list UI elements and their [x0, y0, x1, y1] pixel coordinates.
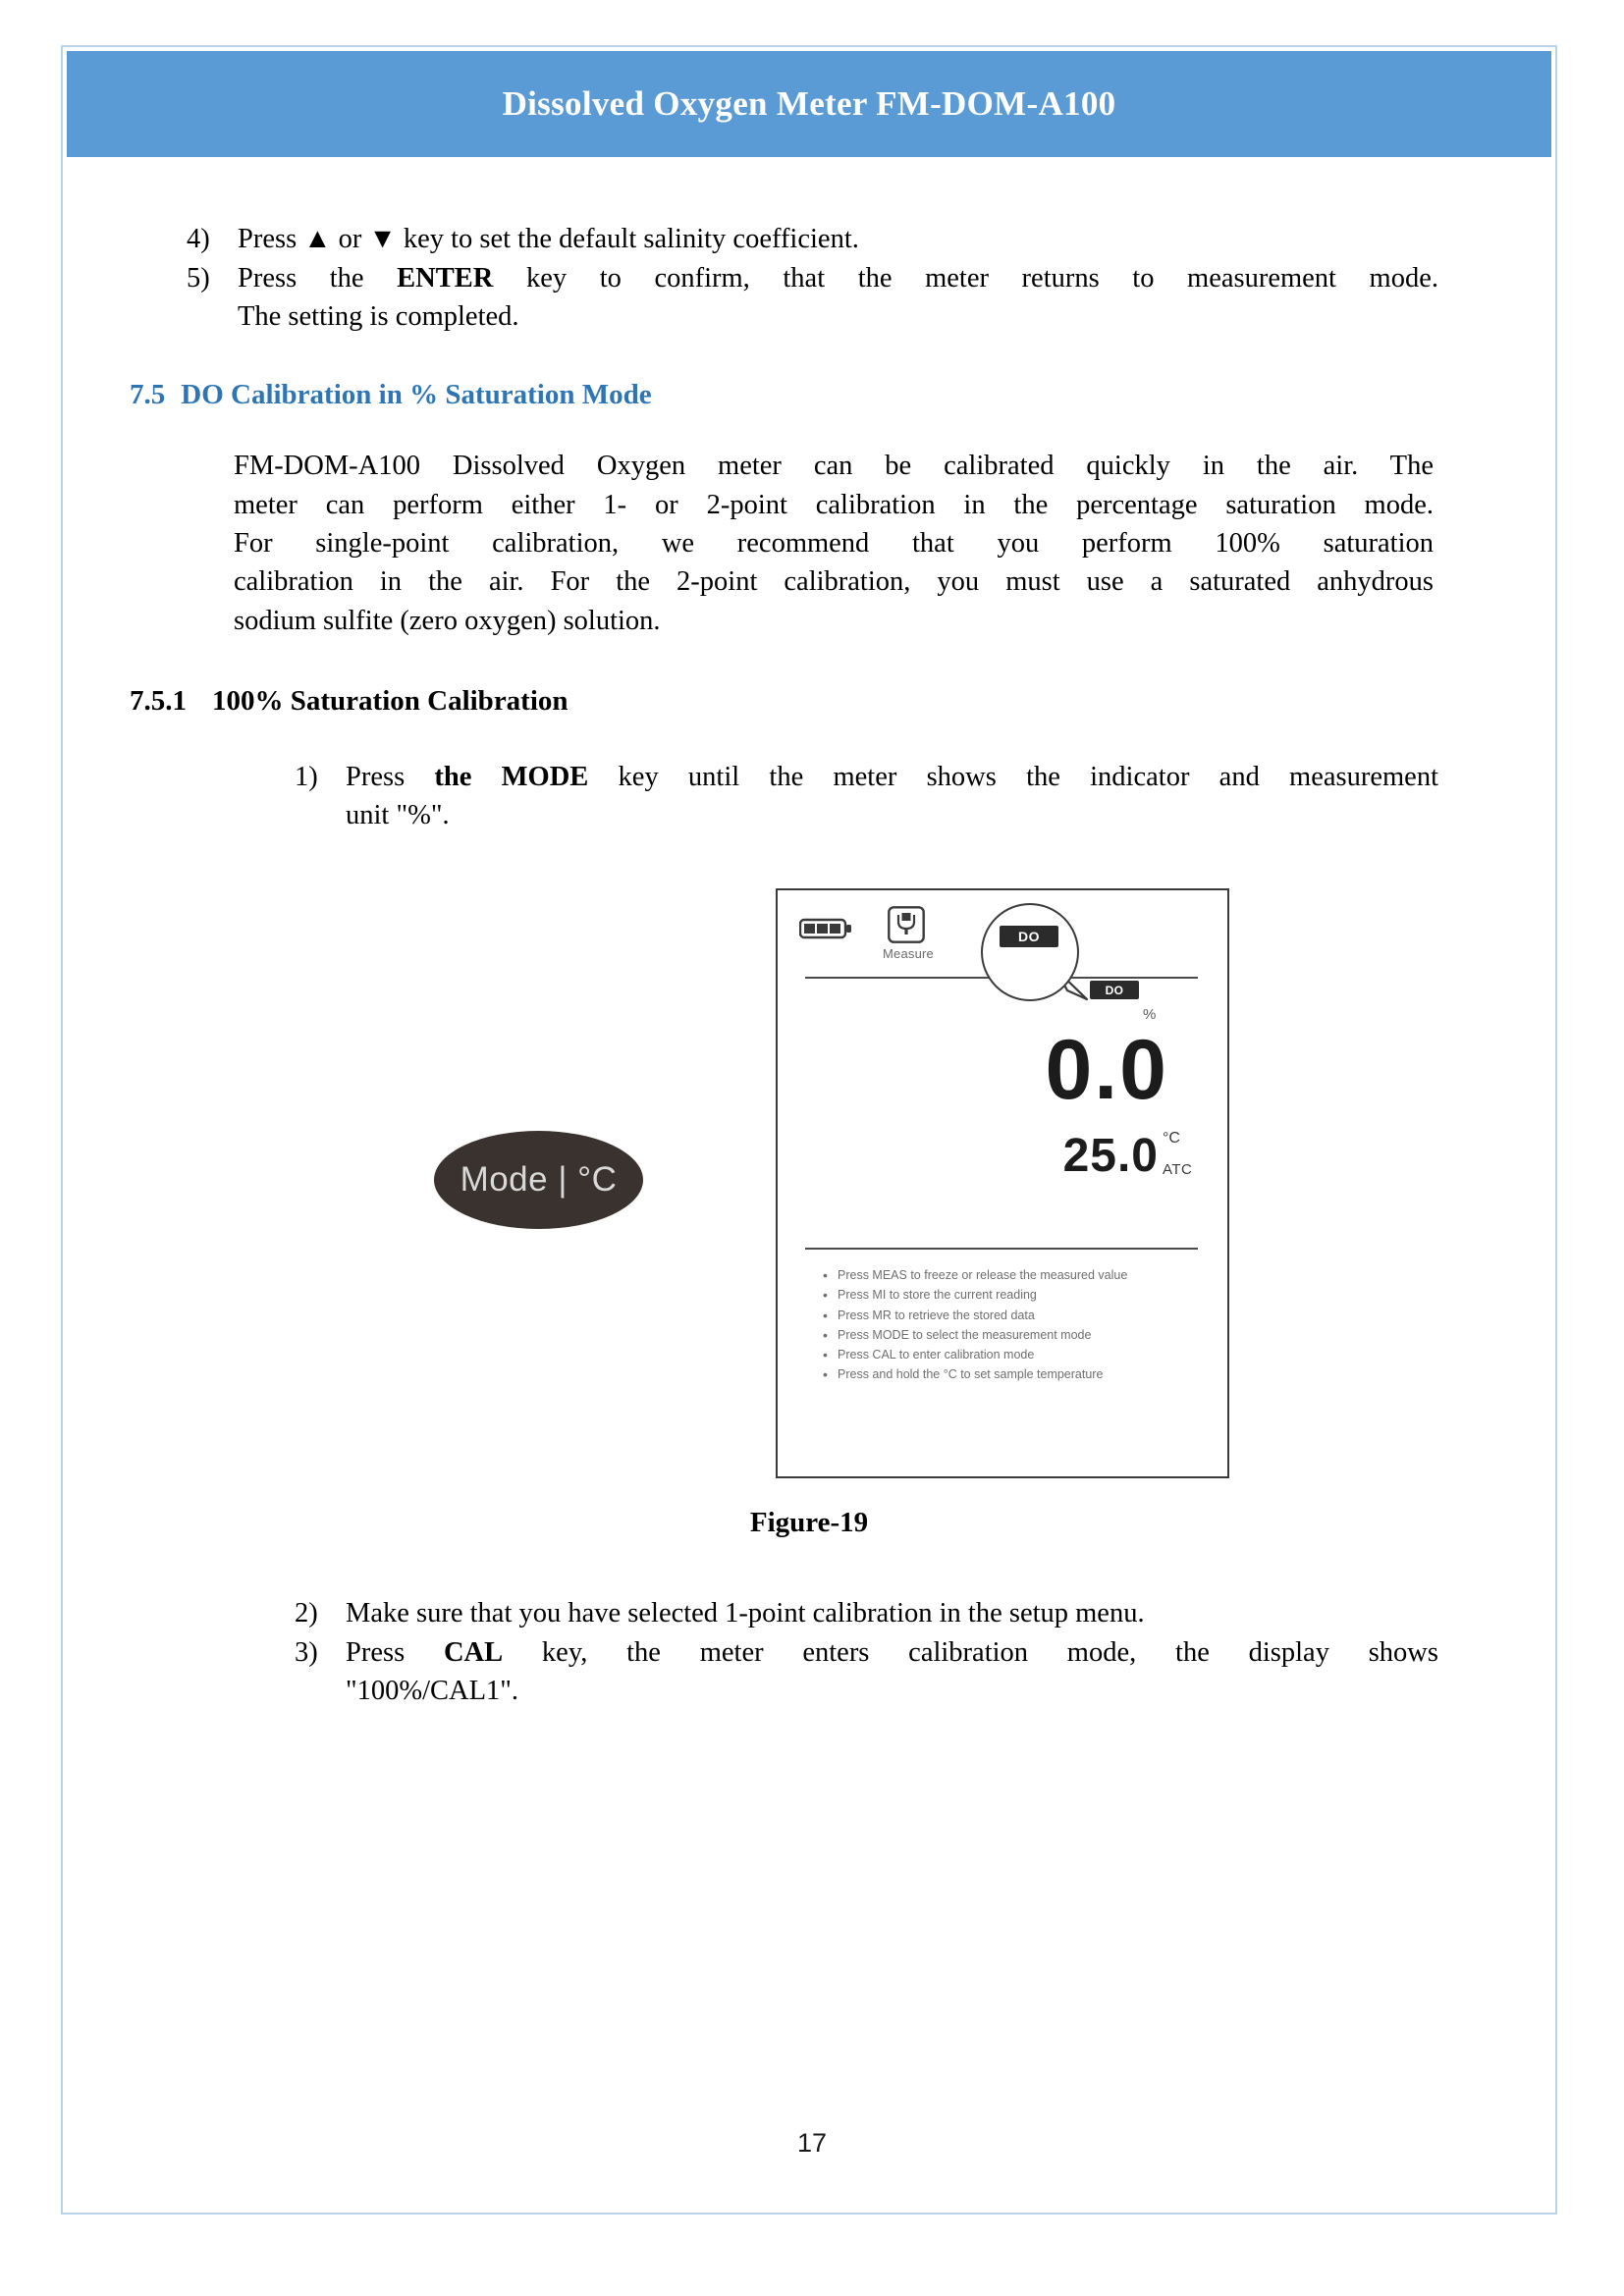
lcd-divider-bottom — [805, 1248, 1198, 1250]
heading-7-5 — [130, 379, 1438, 411]
list-item-text-part: Press — [346, 762, 435, 793]
page-number: 17 — [796, 2128, 828, 2158]
lcd-instruction-item: • Press MR to retrieve the stored data — [823, 1306, 1192, 1325]
probe-sensor-icon — [888, 906, 925, 943]
heading-number: 7.5 — [130, 379, 166, 411]
lcd-instruction-item: • Press MI to store the current reading — [823, 1285, 1192, 1305]
section-751-list — [295, 759, 1438, 834]
lcd-instruction-list — [823, 1265, 1192, 1385]
list-item-text — [346, 759, 1438, 834]
paragraph-line: FM-DOM-A100 Dissolved Oxygen meter can be calibrated quickly in the air. The — [234, 451, 1434, 482]
lcd-instruction-item: • Press and hold the °C to set sample temperature — [823, 1364, 1192, 1384]
list-marker: 1) — [295, 762, 318, 793]
lower-numbered-list — [295, 1595, 1438, 1710]
top-numbered-list — [187, 221, 1438, 336]
list-item-text — [238, 221, 1438, 258]
lcd-instruction-item: • Press MEAS to freeze or release the measured value — [823, 1265, 1192, 1285]
do-indicator-label: DO — [1105, 983, 1124, 997]
list-item-text-part: Press ▲ or ▼ key to set the default salinity coefficient. — [238, 224, 859, 254]
main-reading-value: 0.0 — [1045, 1023, 1168, 1117]
list-item-text-part: key, the meter enters calibration mode, the display shows — [503, 1637, 1438, 1669]
measure-label: Measure — [883, 946, 934, 961]
heading-text: DO Calibration in % Saturation Mode — [181, 379, 652, 411]
page-title: Dissolved Oxygen Meter FM-DOM-A100 — [502, 84, 1116, 123]
list-item-bold-part: the MODE — [434, 762, 589, 793]
mode-celsius-key-label: Mode | °C — [460, 1160, 618, 1199]
paragraph-line: sodium sulfite (zero oxygen) solution. — [234, 605, 661, 636]
paragraph-line: meter can perform either 1- or 2-point calibration in the percentage saturation mode. — [234, 489, 1434, 520]
list-item-line — [238, 260, 1438, 297]
list-marker: 2) — [295, 1598, 318, 1629]
list-item-text-part: Press the — [238, 263, 398, 294]
list-item-line — [346, 1634, 1438, 1672]
figure-19 — [61, 864, 1557, 1551]
list-item-text — [346, 1634, 1438, 1710]
list-marker: 3) — [295, 1637, 318, 1669]
list-item-line: The setting is completed. — [238, 300, 519, 332]
paragraph-line: For single-point calibration, we recommend that you perform 100% saturation — [234, 528, 1434, 560]
list-item-text-part: Press — [346, 1637, 444, 1669]
list-item-text — [346, 1595, 1438, 1632]
list-item-line: unit "%". — [346, 799, 450, 830]
temperature-reading-value: 25.0 — [1062, 1130, 1159, 1182]
list-item-text-part: Make sure that you have selected 1-point calibration in the setup menu. — [346, 1598, 1145, 1629]
lcd-instruction-item: • Press MODE to select the measurement mode — [823, 1325, 1192, 1345]
list-marker: 4) — [187, 224, 210, 254]
heading-7-5-1 — [130, 685, 1438, 718]
temperature-unit-label: °C — [1163, 1130, 1180, 1147]
list-marker: 5) — [187, 263, 210, 294]
lcd-display-panel — [776, 888, 1229, 1478]
magnifier-callout-bubble — [981, 903, 1079, 1001]
list-item-text-part: key until the meter shows the indicator and measurement — [588, 762, 1438, 793]
do-indicator — [1090, 981, 1139, 999]
lcd-instruction-item: • Press CAL to enter calibration mode — [823, 1345, 1192, 1364]
list-item — [187, 221, 1438, 258]
paragraph-line: calibration in the air. For the 2-point calibration, you must use a saturated anhydrous — [234, 566, 1434, 598]
figure-caption: Figure-19 — [749, 1507, 869, 1538]
list-item — [187, 260, 1438, 336]
list-item-bold-part: ENTER — [397, 263, 494, 294]
page-header-banner — [67, 51, 1551, 157]
callout-do-label: DO — [1018, 929, 1040, 944]
battery-full-icon — [799, 918, 853, 939]
document-content — [130, 221, 1438, 834]
heading-number: 7.5.1 — [130, 685, 187, 718]
list-item-text — [238, 260, 1438, 336]
list-item — [295, 759, 1438, 834]
list-item — [295, 1595, 1438, 1632]
mode-celsius-key[interactable] — [434, 1131, 643, 1229]
callout-do-indicator — [1000, 926, 1058, 947]
list-item — [295, 1634, 1438, 1710]
paragraph-7-5 — [234, 447, 1434, 640]
list-item-line: "100%/CAL1". — [346, 1675, 519, 1706]
heading-text: 100% Saturation Calibration — [212, 685, 568, 718]
percent-unit-label: % — [1143, 1006, 1157, 1023]
list-item-line — [346, 759, 1438, 796]
list-item-text-part: key to confirm, that the meter returns to measurement mode. — [493, 263, 1438, 294]
list-item-bold-part: CAL — [443, 1637, 504, 1669]
atc-label: ATC — [1163, 1161, 1193, 1178]
